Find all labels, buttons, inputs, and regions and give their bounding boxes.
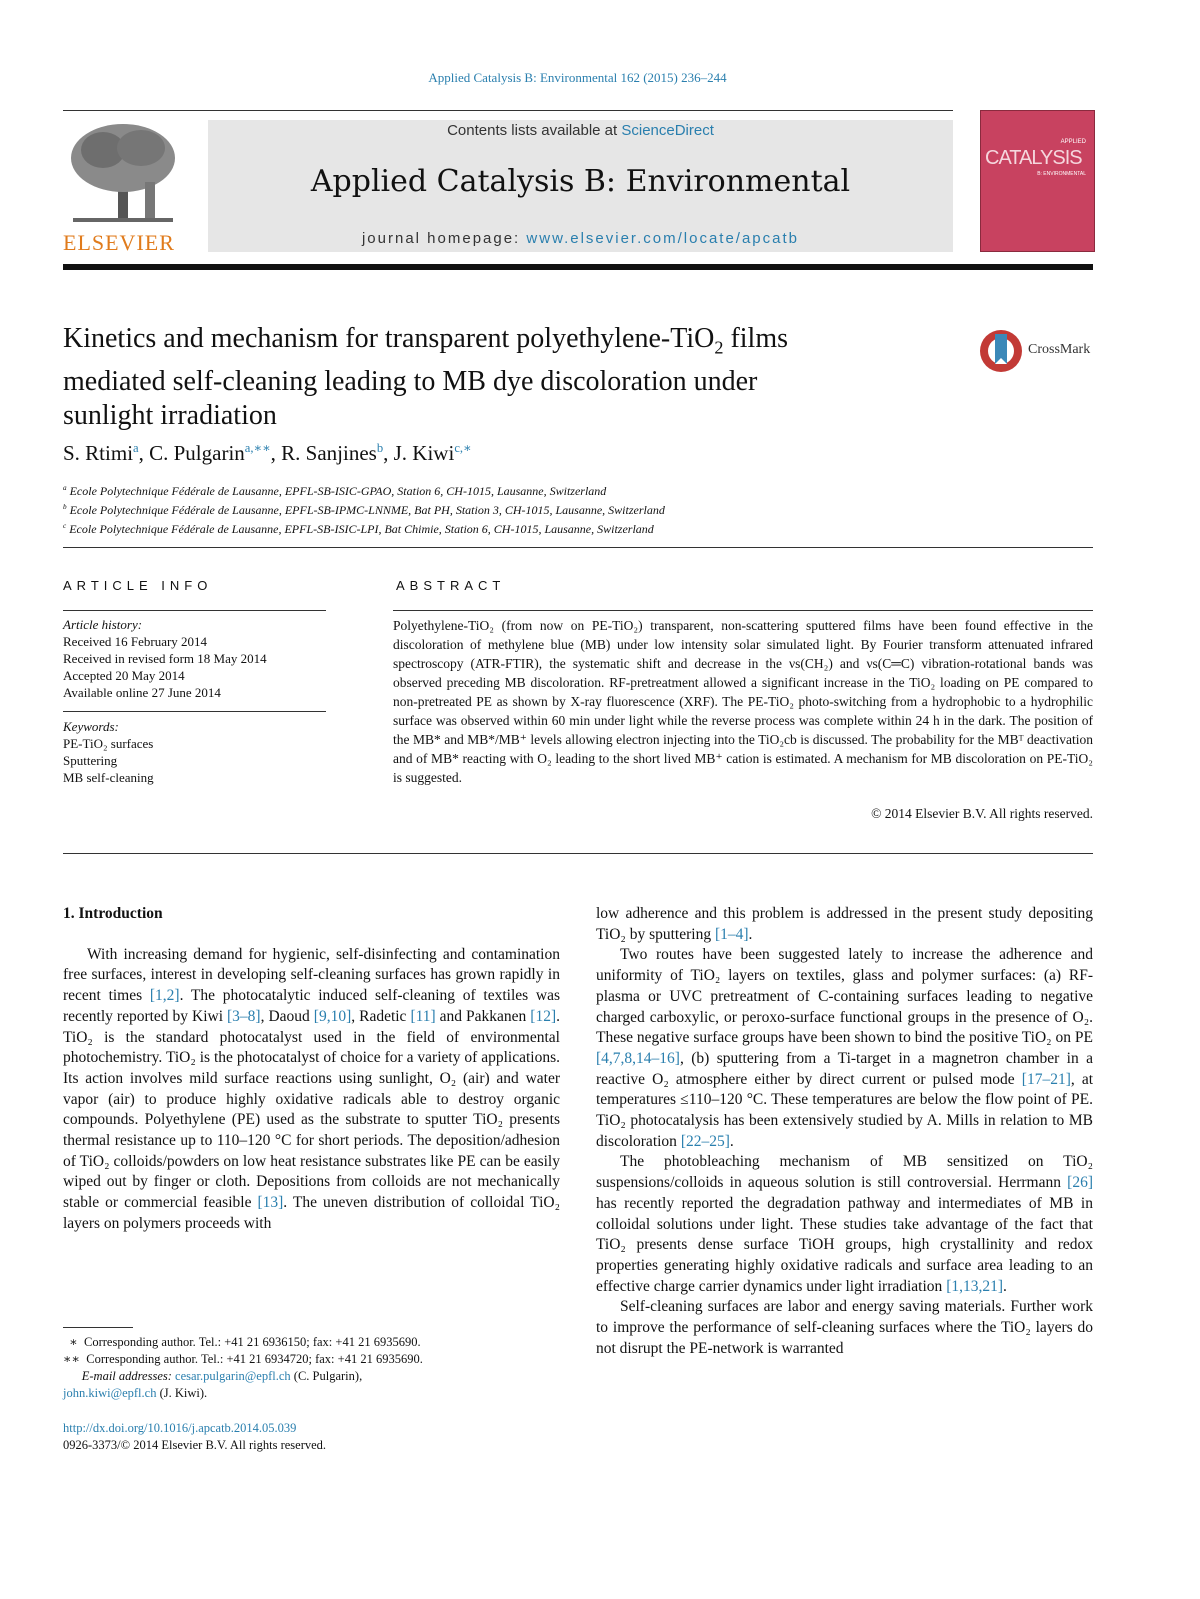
affiliation: $^a$ Ecole Polytechnique Fédérale de Lausanne, EPFL-SB-ISIC-GPAO, Station 6, CH-1015, Lausanne, Switzerland (63, 484, 607, 498)
homepage-prefix: journal homepage: (361, 230, 527, 247)
email-link[interactable]: cesar.pulgarin@epfl.ch (175, 1369, 291, 1383)
homepage-line (208, 230, 953, 247)
author-sup[interactable]: a (133, 441, 139, 455)
citation-link[interactable]: [3–8] (227, 1007, 261, 1025)
section-rule (63, 853, 1093, 854)
footnote-emails: E-mail addresses: cesar.pulgarin@epfl.ch (C. Pulgarin), (81, 1369, 363, 1383)
history-item: Accepted 20 May 2014 (63, 668, 185, 683)
cover-title: CATALYSIS (985, 147, 1082, 169)
citation-link[interactable]: [4,7,8,14–16] (596, 1049, 680, 1067)
contents-line (208, 120, 953, 139)
citation-link[interactable]: [11] (410, 1007, 436, 1025)
header-rule (63, 110, 953, 111)
article-info (63, 616, 326, 786)
header-thick-rule (63, 264, 1093, 270)
history-item: Received 16 February 2014 (63, 634, 208, 649)
paragraph: The photobleaching mechanism of MB sensitized on TiO₂ suspensions/colloids in aqueous solution is still controversial. Herrmann [26] has recently reported the degradation pathway and intermediates of MB in colloidal solutions under light. These studies take advantage of the fact that TiO₂ presents dense surface TiOH groups, high crystallinity and redox properties generating highly oxidative radicals and surface area leading to an effective charge carrier dynamics under light irradiation [1,13,21]. (596, 1153, 1093, 1295)
body-left-column (63, 904, 560, 1235)
section-heading: 1. Introduction (63, 905, 163, 922)
author: J. Kiwi (393, 441, 455, 465)
paragraph: With increasing demand for hygienic, self-disinfecting and contamination free surfaces, interest in developing self-cleaning surfaces has grown rapidly in recent times [1,2]. The photocatalytic induced self-cleaning of textiles was recently reported by Kiwi [3–8], Daoud [9,10], Radetic [11] and Pakkanen [12]. TiO₂ is the standard photocatalyst used in the field of environmental photochemistry. TiO₂ is the photocatalyst of choice for a variety of applications. Its action involves mild surface reactions using sunlight, O₂ (air) and water vapor (air) to produce highly oxidative radicals able to destroy organic compounds. Polyethylene (PE) used as the substrate to sputter TiO₂ presents thermal resistance up to 110–120 °C for short periods. The deposition/adhesion of TiO₂ colloids/powders on low heat resistance substrates like PE can be easily wiped out by finger or cloth. Depositions from colloids are not mechanically stable or commercial feasible [13]. The uneven distribution of colloidal TiO₂ layers on polymers proceeds with (63, 945, 560, 1232)
article-title (63, 322, 943, 433)
history-item: Received in revised form 18 May 2014 (63, 651, 267, 666)
author-sup[interactable]: b (376, 441, 384, 455)
keyword: PE-TiO₂ surfaces (63, 736, 154, 751)
crossmark-icon (978, 328, 1024, 374)
citation-link[interactable]: [26] (1067, 1174, 1093, 1192)
affiliations (63, 480, 665, 537)
citation-link[interactable]: [9,10] (313, 1007, 352, 1025)
cover-subtitle: B: ENVIRONMENTAL (1037, 171, 1086, 177)
abstract-heading: ABSTRACT (396, 578, 506, 593)
doi-link[interactable]: http://dx.doi.org/10.1016/j.apcatb.2014.05.039 (63, 1421, 297, 1435)
sciencedirect-link[interactable]: ScienceDirect (621, 122, 714, 139)
footnote: ∗ Corresponding author. Tel.: +41 21 6936150; fax: +41 21 6935690. (69, 1335, 421, 1349)
paragraph: low adherence and this problem is addressed in the present study depositing TiO₂ by sputtering [1–4]. (596, 905, 1093, 943)
author-sup[interactable]: c,∗ (454, 441, 472, 455)
section-rule (63, 547, 1093, 548)
affiliation: $^c$ Ecole Polytechnique Fédérale de Lausanne, EPFL-SB-ISIC-LPI, Bat Chimie, Station 6, CH-1015, Lausanne, Switzerland (63, 522, 654, 536)
journal-cover (980, 110, 1095, 252)
affiliation: $^b$ Ecole Polytechnique Fédérale de Lausanne, EPFL-SB-IPMC-LNNME, Bat PH, Station 3, CH-1015, Lausanne, Switzerland (63, 503, 665, 517)
abstract-copyright: © 2014 Elsevier B.V. All rights reserved. (871, 806, 1093, 821)
issn-line: 0926-3373/© 2014 Elsevier B.V. All rights reserved. (63, 1438, 327, 1452)
journal-title: Applied Catalysis B: Environmental (310, 164, 851, 199)
cover-applied: APPLIED (1060, 139, 1086, 145)
footnote-emails: john.kiwi@epfl.ch (J. Kiwi). (63, 1386, 208, 1400)
journal-banner (208, 120, 953, 252)
citation-link[interactable]: [22–25] (680, 1132, 730, 1150)
citation-link[interactable]: [1,2] (149, 987, 180, 1005)
title-line-3: sunlight irradiation (63, 399, 277, 431)
citation-link[interactable]: [12] (530, 1007, 557, 1025)
abstract-text: Polyethylene-TiO₂ (from now on PE-TiO₂) transparent, non-scattering sputtered films have been found effective in the discoloration of methylene blue (MB) under low intensity solar simulated light. By Fourier transform attenuated infrared spectroscopy (ATR-FTIR), the systematic shift and decrease in the νs(CH₂) and νs(C═C) vibration-rotational bands was observed preceding MB discoloration. RF-pretreatment allowed a significant increase in the TiO₂ loading on PE compared to non-pretreated PE as shown by X-ray fluorescence (XRF). The PE-TiO₂ photo-switching from a hydrophobic to a hydrophilic surface was observed within 60 min under light while the reverse process was complete within 24 h in the dark. The position of the MB* and MB*/MB⁺ levels allowing electron injecting into the TiO₂cb is discussed. The probability for the MBᵀ deactivation and of MB* reacting with O₂ leading to the short lived MB⁺ cation is estimated. A mechanism for MB discoloration on PE-TiO₂ is suggested. (393, 618, 1093, 785)
history-label: Article history: (63, 617, 143, 632)
keywords-rule (63, 711, 326, 712)
elsevier-logo (63, 120, 183, 255)
author: C. Pulgarin (149, 441, 245, 465)
abstract-rule (393, 610, 1093, 611)
info-rule (63, 610, 326, 611)
keyword: Sputtering (63, 753, 118, 768)
article-info-heading: ARTICLE INFO (63, 578, 213, 593)
email-link[interactable]: john.kiwi@epfl.ch (63, 1386, 157, 1400)
title-line-2: mediated self-cleaning leading to MB dye discoloration under (63, 365, 758, 397)
footnote: ∗∗ Corresponding author. Tel.: +41 21 6934720; fax: +41 21 6935690. (63, 1352, 423, 1366)
author: S. Rtimi (63, 441, 134, 465)
crossmark-badge[interactable] (978, 328, 1098, 376)
doi-block (63, 1420, 563, 1454)
keywords-label: Keywords: (63, 719, 119, 734)
keyword: MB self-cleaning (63, 770, 154, 785)
elsevier-wordmark: ELSEVIER (63, 230, 175, 255)
history-item: Available online 27 June 2014 (63, 685, 221, 700)
paragraph: Two routes have been suggested lately to increase the adherence and uniformity of TiO₂ layers on textiles, glass and polymer surfaces: (a) RF-plasma or UVC pretreatment of C-containing surfaces leading to negative charged carboxylic, or peroxo-surface functional groups in the presence of O₂. These negative surface groups have been shown to bind the positive TiO₂ on PE [4,7,8,14–16], (b) sputtering from a Ti-target in a magnetron chamber in a reactive O₂ atmosphere either by direct current or pulsed mode [17–21], at temperatures ≤110–120 °C. These temperatures are below the flow point of PE. TiO₂ photocatalysis has been extensively studied by A. Mills in relation to MB discoloration [22–25]. (596, 946, 1094, 1150)
author: R. Sanjines (281, 441, 377, 465)
footnote-rule (63, 1327, 133, 1328)
author-sup[interactable]: a,∗∗ (244, 441, 271, 455)
citation-link[interactable]: [13] (257, 1194, 284, 1212)
body-right-column (596, 904, 1093, 1359)
elsevier-tree-icon (63, 120, 183, 232)
homepage-link[interactable]: www.elsevier.com/locate/apcatb (526, 230, 800, 247)
authors-line: S. Rtimi$^a$, C. Pulgarin$^{a,∗∗}$, R. Sanjines$^b$, J. Kiwi$^{c,∗}$ (63, 441, 472, 465)
crossmark-label: CrossMark (1028, 342, 1091, 357)
journal-reference[interactable]: Applied Catalysis B: Environmental 162 (2015) 236–244 (428, 70, 727, 85)
paragraph: Self-cleaning surfaces are labor and energy saving materials. Further work to improve the performance of self-cleaning surfaces where the TiO₂ layers do not disrupt the PE-network is warranted (596, 1298, 1093, 1357)
citation-link[interactable]: [1,13,21] (946, 1277, 1004, 1295)
citation-link[interactable]: [17–21] (1021, 1070, 1071, 1088)
title-line-1: Kinetics and mechanism for transparent polyethylene-TiO$_2$ films (63, 323, 789, 358)
footnotes (63, 1334, 563, 1402)
contents-prefix: Contents lists available at (447, 122, 622, 139)
citation-link[interactable]: [1–4] (714, 925, 749, 943)
